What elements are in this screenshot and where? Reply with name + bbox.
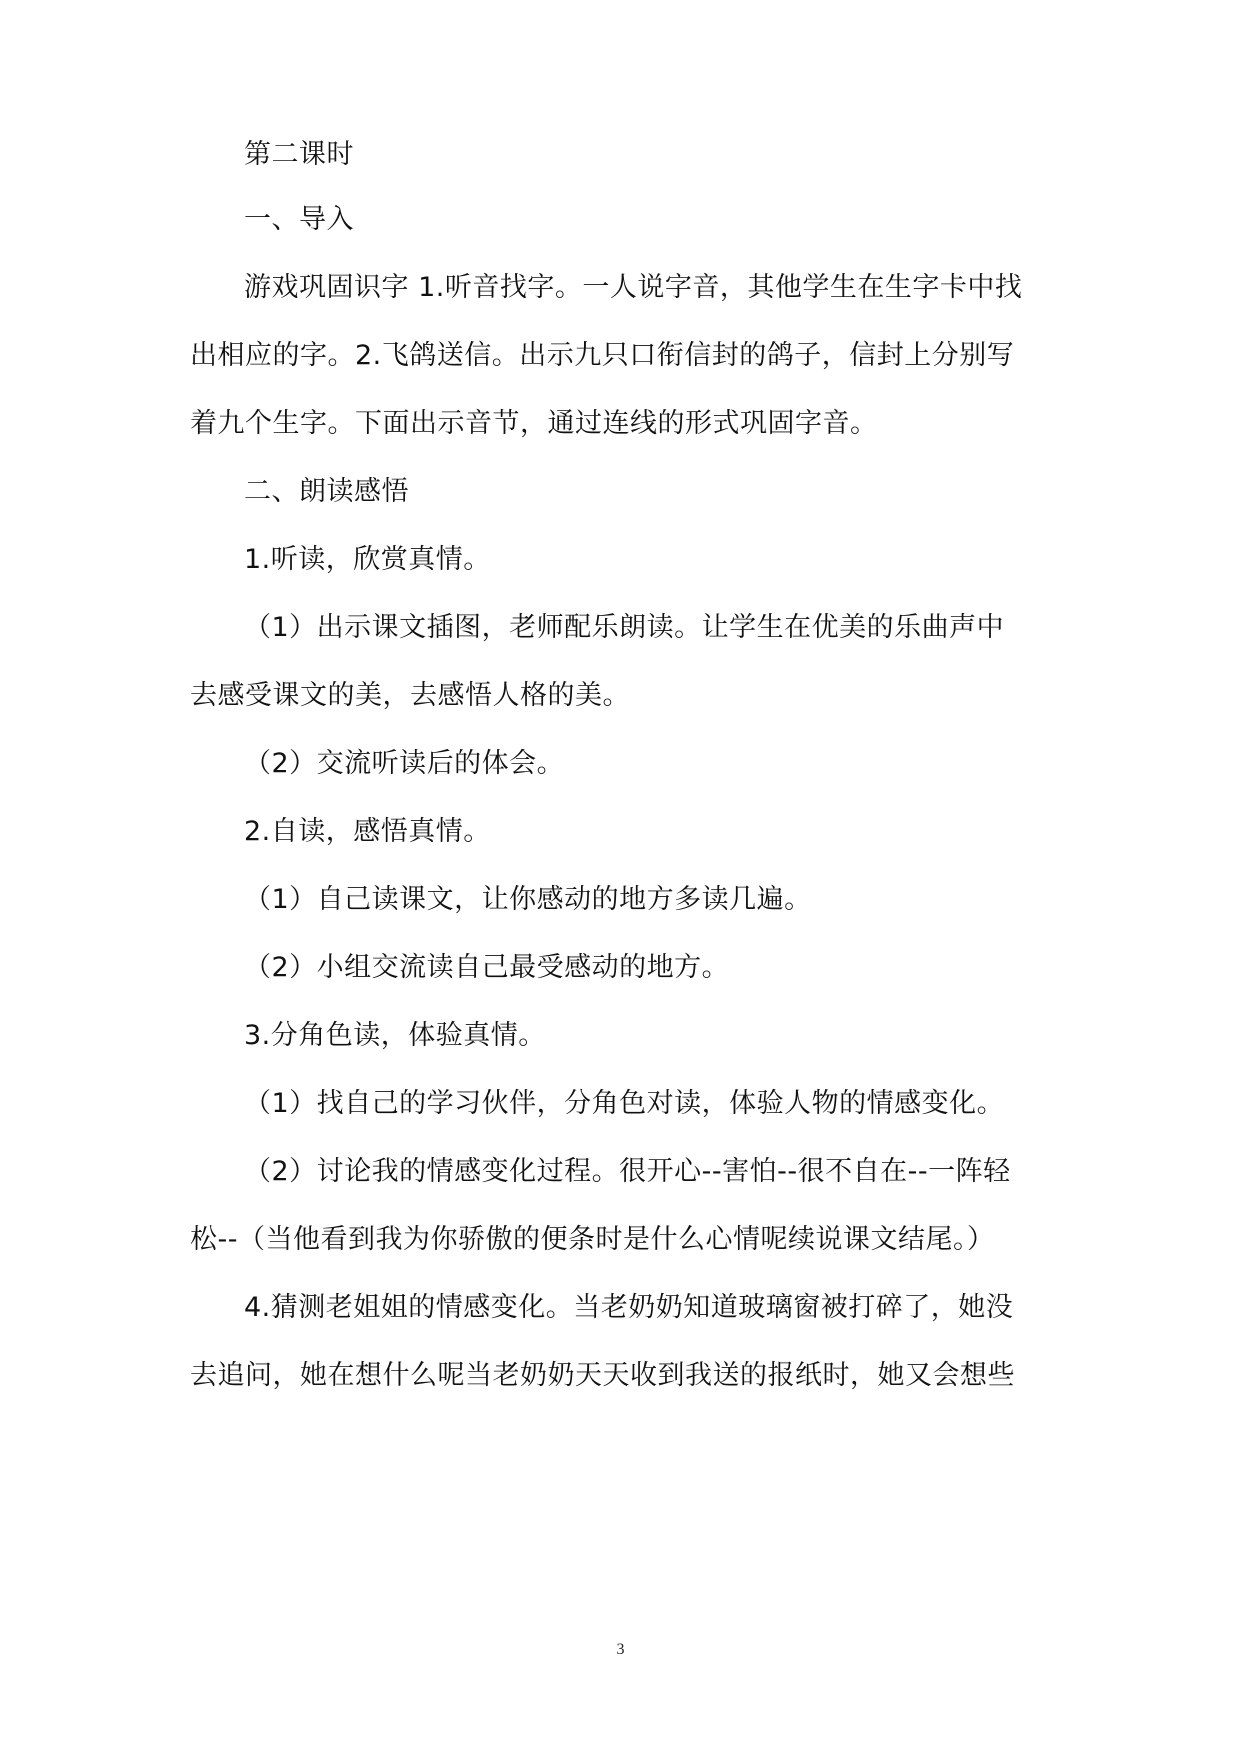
paragraph-line: 去感受课文的美，去感悟人格的美。 <box>190 680 630 711</box>
paragraph-line: 3.分角色读，体验真情。 <box>244 1020 546 1051</box>
paragraph-line: 着九个生字。下面出示音节，通过连线的形式巩固字音。 <box>190 408 878 439</box>
paragraph-line: 4.猜测老姐姐的情感变化。当老奶奶知道玻璃窗被打碎了，她没 <box>244 1292 1014 1323</box>
paragraph-line: （2）交流听读后的体会。 <box>244 748 565 779</box>
page-number: 3 <box>616 1641 625 1658</box>
paragraph-line: （2）讨论我的情感变化过程。很开心--害怕--很不自在--一阵轻 <box>244 1156 1011 1187</box>
paragraph-line: 2.自读，感悟真情。 <box>244 816 491 847</box>
paragraph-line: （1）出示课文插图，老师配乐朗读。让学生在优美的乐曲声中 <box>244 612 1005 643</box>
paragraph-line: 1.听读，欣赏真情。 <box>244 544 491 575</box>
paragraph-line: （1）找自己的学习伙伴，分角色对读，体验人物的情感变化。 <box>244 1088 1005 1119</box>
section-heading: 一、导入 <box>244 204 354 235</box>
paragraph-line: 游戏巩固识字 1.听音找字。一人说字音，其他学生在生字卡中找 <box>244 272 1023 303</box>
section-heading: 第二课时 <box>244 139 354 170</box>
paragraph-line: （2）小组交流读自己最受感动的地方。 <box>244 952 730 983</box>
section-heading: 二、朗读感悟 <box>244 476 409 507</box>
paragraph-line: 松--（当他看到我为你骄傲的便条时是什么心情呢续说课文结尾。） <box>190 1224 995 1255</box>
paragraph-line: 去追问，她在想什么呢当老奶奶天天收到我送的报纸时，她又会想些 <box>190 1360 1015 1391</box>
paragraph-line: 出相应的字。2.飞鸽送信。出示九只口衔信封的鸽子，信封上分别写 <box>190 340 1015 371</box>
paragraph-line: （1）自己读课文，让你感动的地方多读几遍。 <box>244 884 812 915</box>
